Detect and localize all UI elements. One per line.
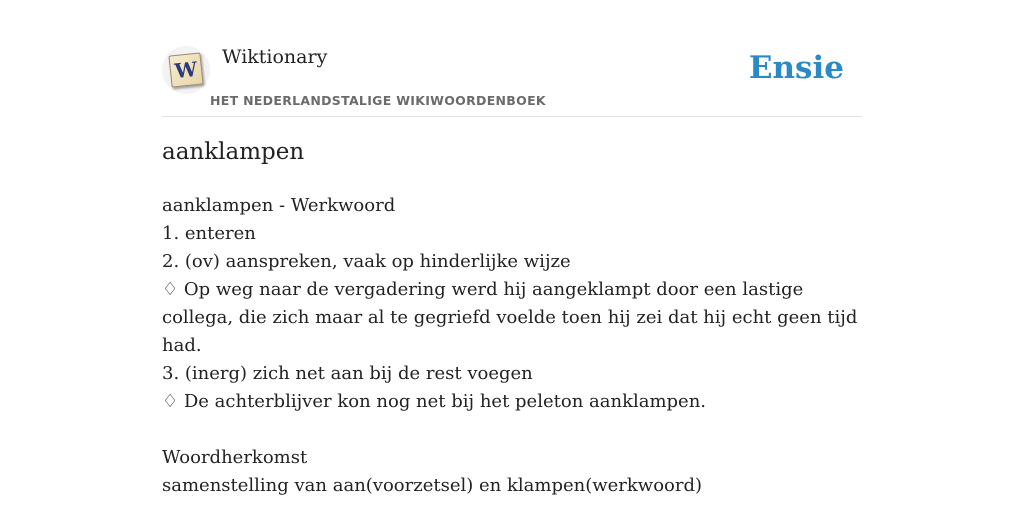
ensie-logo[interactable]: Ensie xyxy=(748,50,844,86)
wiktionary-logo[interactable] xyxy=(162,46,210,94)
example-2: ♢ Op weg naar de vergadering werd hij aangeklampt door een lastige collega, die zich maar al te gegriefd voelde toen hij zei dat hij echt geen tijd had. xyxy=(162,279,858,356)
etymology-text: samenstelling van aan(voorzetsel) en klampen(werkwoord) xyxy=(162,475,703,496)
definition-1: 1. enteren xyxy=(162,223,256,244)
definition-3: 3. (inerg) zich net aan bij de rest voegen xyxy=(162,363,533,384)
site-tagline: HET NEDERLANDSTALIGE WIKIWOORDENBOEK xyxy=(210,93,546,108)
wiktionary-logo-icon: W xyxy=(168,52,203,87)
etymology-heading: Woordherkomst xyxy=(162,447,308,468)
site-name[interactable]: Wiktionary xyxy=(222,46,328,68)
example-3: ♢ De achterblijver kon nog net bij het peleton aanklampen. xyxy=(162,391,707,412)
page xyxy=(162,0,862,512)
definition-2: 2. (ov) aanspreken, vaak op hinderlijke wijze xyxy=(162,251,571,272)
entry-content xyxy=(162,192,862,500)
entry-heading: aanklampen - Werkwoord xyxy=(162,195,396,216)
page-title: aanklampen xyxy=(162,139,305,165)
site-header xyxy=(162,0,862,117)
section-spacer xyxy=(162,416,862,444)
